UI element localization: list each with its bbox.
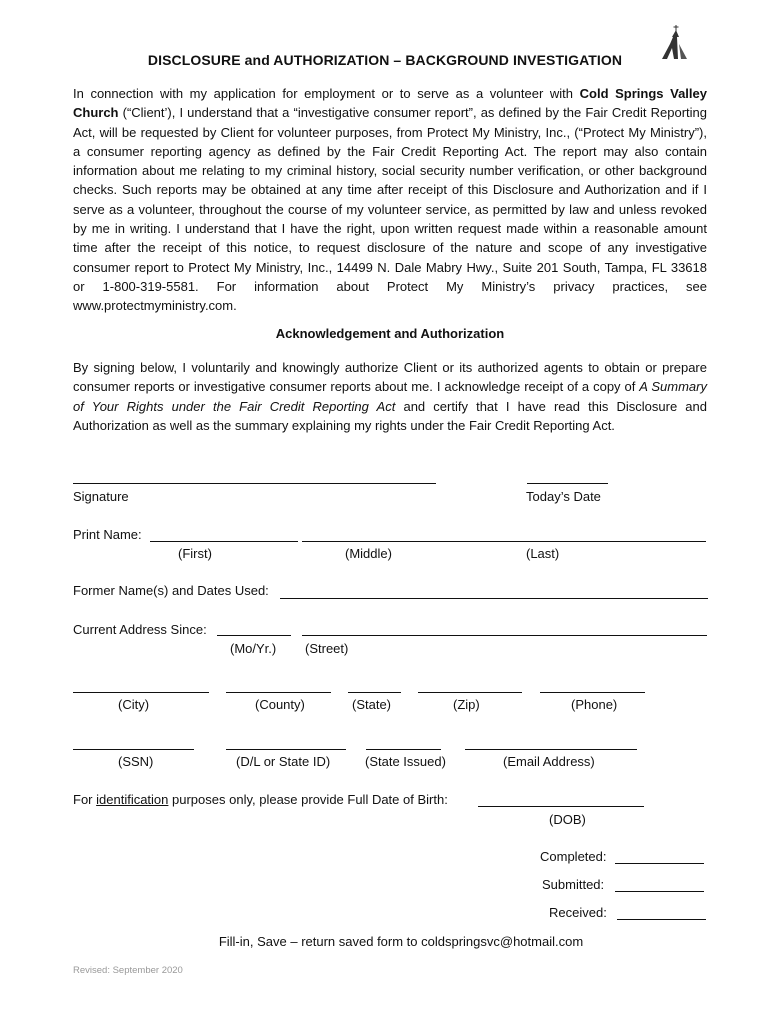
state-issued-label: (State Issued) bbox=[365, 754, 446, 769]
middle-label: (Middle) bbox=[345, 546, 392, 561]
phone-field[interactable] bbox=[540, 692, 645, 693]
submitted-label: Submitted: bbox=[542, 877, 605, 892]
address-since-field[interactable] bbox=[217, 635, 291, 636]
first-name-field[interactable] bbox=[150, 541, 298, 542]
return-instructions: Fill-in, Save – return saved form to coldspringsvc@hotmail.com bbox=[218, 934, 584, 949]
authorization-paragraph: By signing below, I voluntarily and knowingly authorize Client or its authorized agents to obtain or prepare consumer reports or investigative consumer reports about me. I acknowledge receipt of a copy of A Summary of Your Rights under the Fair Credit Reporting Act and certify that I have read this Disclosure and Authorization as well as the summary explaining my rights under the Fair Credit Reporting Act. bbox=[73, 360, 707, 433]
county-field[interactable] bbox=[226, 692, 331, 693]
last-name-field[interactable] bbox=[527, 541, 706, 542]
church-name: Cold Springs Valley Church bbox=[73, 86, 707, 121]
phone-label: (Phone) bbox=[571, 697, 618, 712]
mo-yr-label: (Mo/Yr.) bbox=[230, 641, 277, 656]
email-label: (Email Address) bbox=[503, 754, 595, 769]
received-field[interactable] bbox=[617, 919, 706, 920]
dl-state-id-field[interactable] bbox=[226, 749, 346, 750]
revision-date: Revised: September 2020 bbox=[73, 965, 183, 976]
dob-label: (DOB) bbox=[549, 812, 586, 827]
dob-field[interactable] bbox=[478, 806, 644, 807]
state-issued-field[interactable] bbox=[366, 749, 441, 750]
state-field[interactable] bbox=[348, 692, 401, 693]
former-names-label: Former Name(s) and Dates Used: bbox=[73, 583, 269, 598]
print-name-label: Print Name: bbox=[73, 527, 142, 542]
acknowledgement-heading: Acknowledgement and Authorization bbox=[275, 326, 505, 341]
city-field[interactable] bbox=[73, 692, 209, 693]
todays-date-line[interactable] bbox=[527, 483, 608, 484]
county-label: (County) bbox=[255, 697, 305, 712]
first-label: (First) bbox=[178, 546, 212, 561]
former-names-field[interactable] bbox=[280, 598, 708, 599]
signature-label: Signature bbox=[73, 489, 129, 504]
zip-field[interactable] bbox=[418, 692, 522, 693]
zip-label: (Zip) bbox=[453, 697, 480, 712]
submitted-field[interactable] bbox=[615, 891, 704, 892]
page-title: DISCLOSURE and AUTHORIZATION – BACKGROUND INVESTIGATION bbox=[147, 52, 623, 68]
signature-line[interactable] bbox=[73, 483, 436, 484]
dl-state-id-label: (D/L or State ID) bbox=[236, 754, 331, 769]
middle-name-field[interactable] bbox=[302, 541, 527, 542]
city-label: (City) bbox=[118, 697, 150, 712]
street-label: (Street) bbox=[305, 641, 349, 656]
fcra-summary-title: A Summary of Your Rights under the Fair Credit Reporting Act bbox=[73, 379, 707, 414]
intro-paragraph: In connection with my application for employment or to serve as a volunteer with Cold Springs Valley Church (“Client’), I understand that a “investigative consumer report”, as defined by the Fair Credit Reporting Act, will be requested by Client for volunteer purposes, from Protect My Ministry, Inc., (“Protect My Ministry”), a consumer reporting agency as defined by the Fair Credit Reporting Act. The report may also contain information about me relating to my criminal history, social security number verification, or other background checks. Such reports may be obtained at any time after receipt of this Disclosure and Authorization and if I serve as a volunteer, throughout the course of my volunteer service, as permitted by law and unless revoked by me in writing. I understand that I have the right, upon written request made within a reasonable amount time after the receipt of this notice, to request disclosure of the nature and scope of any investigative consumer report to Protect My Ministry, Inc., 14499 N. Dale Mabry Hwy., Suite 201 South, Tampa, FL 33618 or 1-800-319-5581. For information about Protect My Ministry’s privacy practices, see www.protectmyministry.com. bbox=[73, 86, 707, 314]
dob-prompt: For identification purposes only, please provide Full Date of Birth: bbox=[73, 792, 448, 807]
received-label: Received: bbox=[549, 905, 607, 920]
todays-date-label: Today’s Date bbox=[526, 489, 601, 504]
ssn-field[interactable] bbox=[73, 749, 194, 750]
ssn-label: (SSN) bbox=[118, 754, 154, 769]
last-label: (Last) bbox=[526, 546, 560, 561]
completed-label: Completed: bbox=[540, 849, 607, 864]
email-field[interactable] bbox=[465, 749, 637, 750]
completed-field[interactable] bbox=[615, 863, 704, 864]
current-address-label: Current Address Since: bbox=[73, 622, 207, 637]
street-field[interactable] bbox=[302, 635, 707, 636]
church-steeple-icon bbox=[660, 24, 690, 60]
state-label: (State) bbox=[352, 697, 392, 712]
